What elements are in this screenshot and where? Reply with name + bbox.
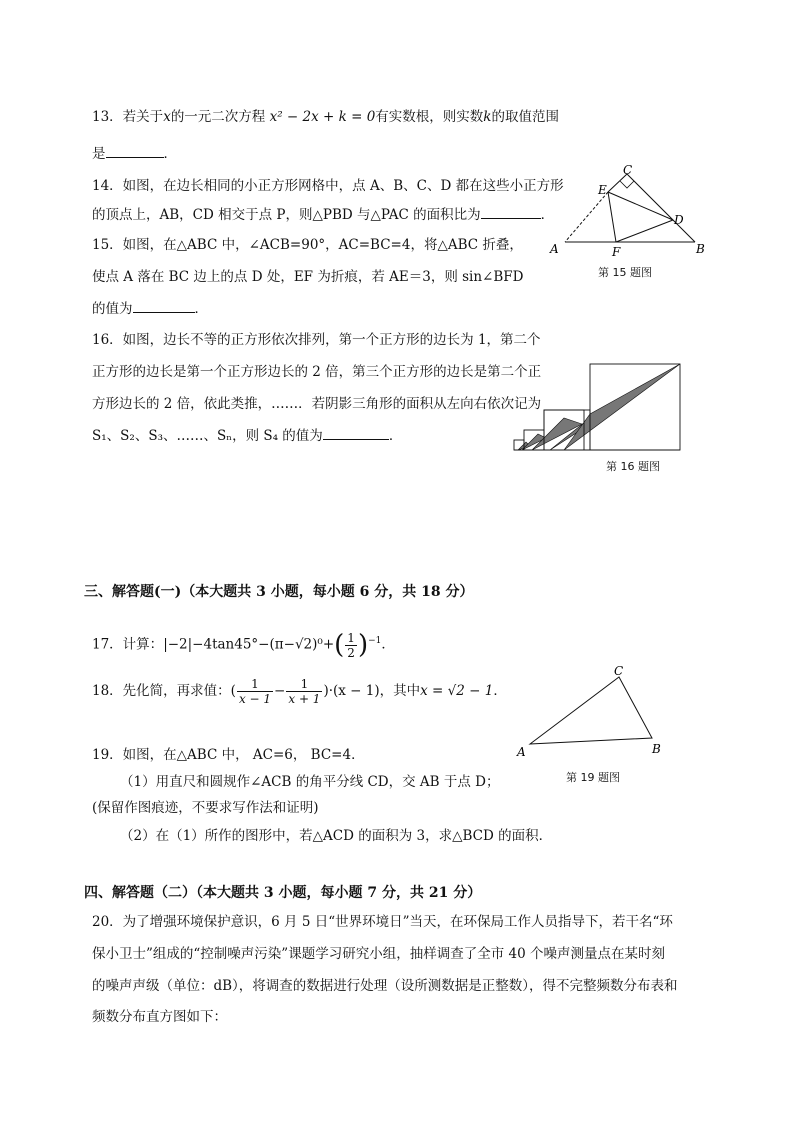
figure-16 xyxy=(510,362,690,454)
q20-line4: 频数分布直方图如下： xyxy=(92,1009,227,1025)
fig16-shade-5 xyxy=(564,364,680,450)
q16-line1: 16．如图，边长不等的正方形依次排列，第一个正方形的边长为 1，第二个 xyxy=(92,332,541,348)
q15-line1: 15．如图，在△ABC 中，∠ACB=90°，AC=BC=4，将△ABC 折叠， xyxy=(92,237,523,253)
q19-line4: （2）在（1）所作的图形中，若△ACD 的面积为 3，求△BCD 的面积． xyxy=(120,828,553,844)
q19-line2: （1）用直尺和圆规作∠ACB 的角平分线 CD，交 AB 于点 D； xyxy=(120,774,500,790)
section-4-title: 四、解答题（二）（本大题共 3 小题，每小题 7 分，共 21 分） xyxy=(84,885,482,901)
q17-fraction: $\frac{1}{2}$ xyxy=(347,630,355,660)
fig15-label-b: B xyxy=(696,242,705,256)
figure-15 xyxy=(545,160,715,260)
fig15-label-d: D xyxy=(674,213,684,227)
fig15-line-bc xyxy=(627,174,695,242)
figure-19 xyxy=(512,660,672,760)
q18-fraction-2: $\frac{1}{x + 1}$ xyxy=(288,677,321,706)
q19-line3: (保留作图痕迹，不要求写作法和证明) xyxy=(92,800,319,816)
fig19-label-a: A xyxy=(517,745,526,759)
q13-equation: x² − 2x + k = 0 xyxy=(269,109,376,125)
answer-blank xyxy=(133,300,195,313)
q18-condition: x = √2 − 1 xyxy=(420,683,494,699)
q18-fraction-1: $\frac{1}{x - 1}$ xyxy=(238,677,272,706)
fig15-dash-ae xyxy=(565,192,608,242)
q17-expression: |−2|−4tan45°−(π−√2)⁰+ xyxy=(163,636,335,653)
fig15-label-c: C xyxy=(623,163,633,177)
q20-line2: 保小卫士”组成的“控制噪声污染”课题学习研究小组，抽样调查了全市 40 个噪声测量点在某时刻 xyxy=(92,946,665,962)
fig15-line-ed xyxy=(608,192,673,220)
q19-line1: 19．如图，在△ABC 中， AC=6， BC=4． xyxy=(92,747,365,763)
fig15-label-f: F xyxy=(612,245,621,259)
q16-line3: 方形边长的 2 倍，依此类推，……．若阴影三角形的面积从左向右依次记为 xyxy=(92,396,542,412)
q17-line: 17．计算：|−2|−4tan45°−(π−√2)⁰+( $\frac{1}{2}$ )$^{-1}$． xyxy=(92,630,395,660)
fig15-label-a: A xyxy=(550,242,559,256)
section-3-title: 三、解答题(一)（本大题共 3 小题，每小题 6 分，共 18 分） xyxy=(84,584,474,600)
fig15-line-ef xyxy=(608,192,616,242)
fig19-triangle xyxy=(530,677,652,744)
answer-blank xyxy=(323,427,389,440)
q15-line3: 的值为 ． xyxy=(92,301,208,317)
fig16-caption: 第 16 题图 xyxy=(606,460,660,473)
fig19-label-c: C xyxy=(614,664,624,678)
q15-line2: 使点 A 落在 BC 边上的点 D 处，EF 为折痕，若 AE＝3，则 sin∠BFD xyxy=(92,269,524,285)
q13-line2: 是 ． xyxy=(92,146,177,162)
answer-blank xyxy=(106,145,164,158)
q14-line1: 14．如图，在边长相同的小正方形网格中，点 A、B、C、D 都在这些小正方形 xyxy=(92,178,564,194)
q13-line1: 13．若关于x的一元二次方程 x² − 2x + k = 0有实数根，则实数k的取值范围 xyxy=(92,109,559,125)
fig15-label-e: E xyxy=(598,183,607,197)
q20-line3: 的噪声声级（单位：dB），将调查的数据进行处理（设所测数据是正整数），得不完整频数分布表和 xyxy=(92,978,678,994)
fig19-caption: 第 19 题图 xyxy=(566,771,620,784)
fig15-caption: 第 15 题图 xyxy=(598,266,652,279)
q18-line: 18．先化简，再求值：( $\frac{1}{x - 1}$ − $\frac{1}{x + 1}$ )·(x − 1)，其中x = √2 − 1． xyxy=(92,677,507,706)
q16-line2: 正方形的边长是第一个正方形边长的 2 倍，第三个正方形的边长是第二个正 xyxy=(92,364,542,380)
fig19-label-b: B xyxy=(652,742,661,756)
fig15-line-fd xyxy=(616,220,673,242)
q16-line4: S₁、S₂、S₃、……、Sₙ，则 S₄ 的值为 ． xyxy=(92,428,403,444)
q14-line2: 的顶点上，AB，CD 相交于点 P，则△PBD 与△PAC 的面积比为 ． xyxy=(92,207,555,223)
answer-blank xyxy=(481,206,541,219)
fig15-right-angle xyxy=(620,181,634,188)
q20-line1: 20．为了增强环境保护意识，6 月 5 日“世界环境日”当天，在环保局工作人员指导下，若干名“环 xyxy=(92,914,673,930)
